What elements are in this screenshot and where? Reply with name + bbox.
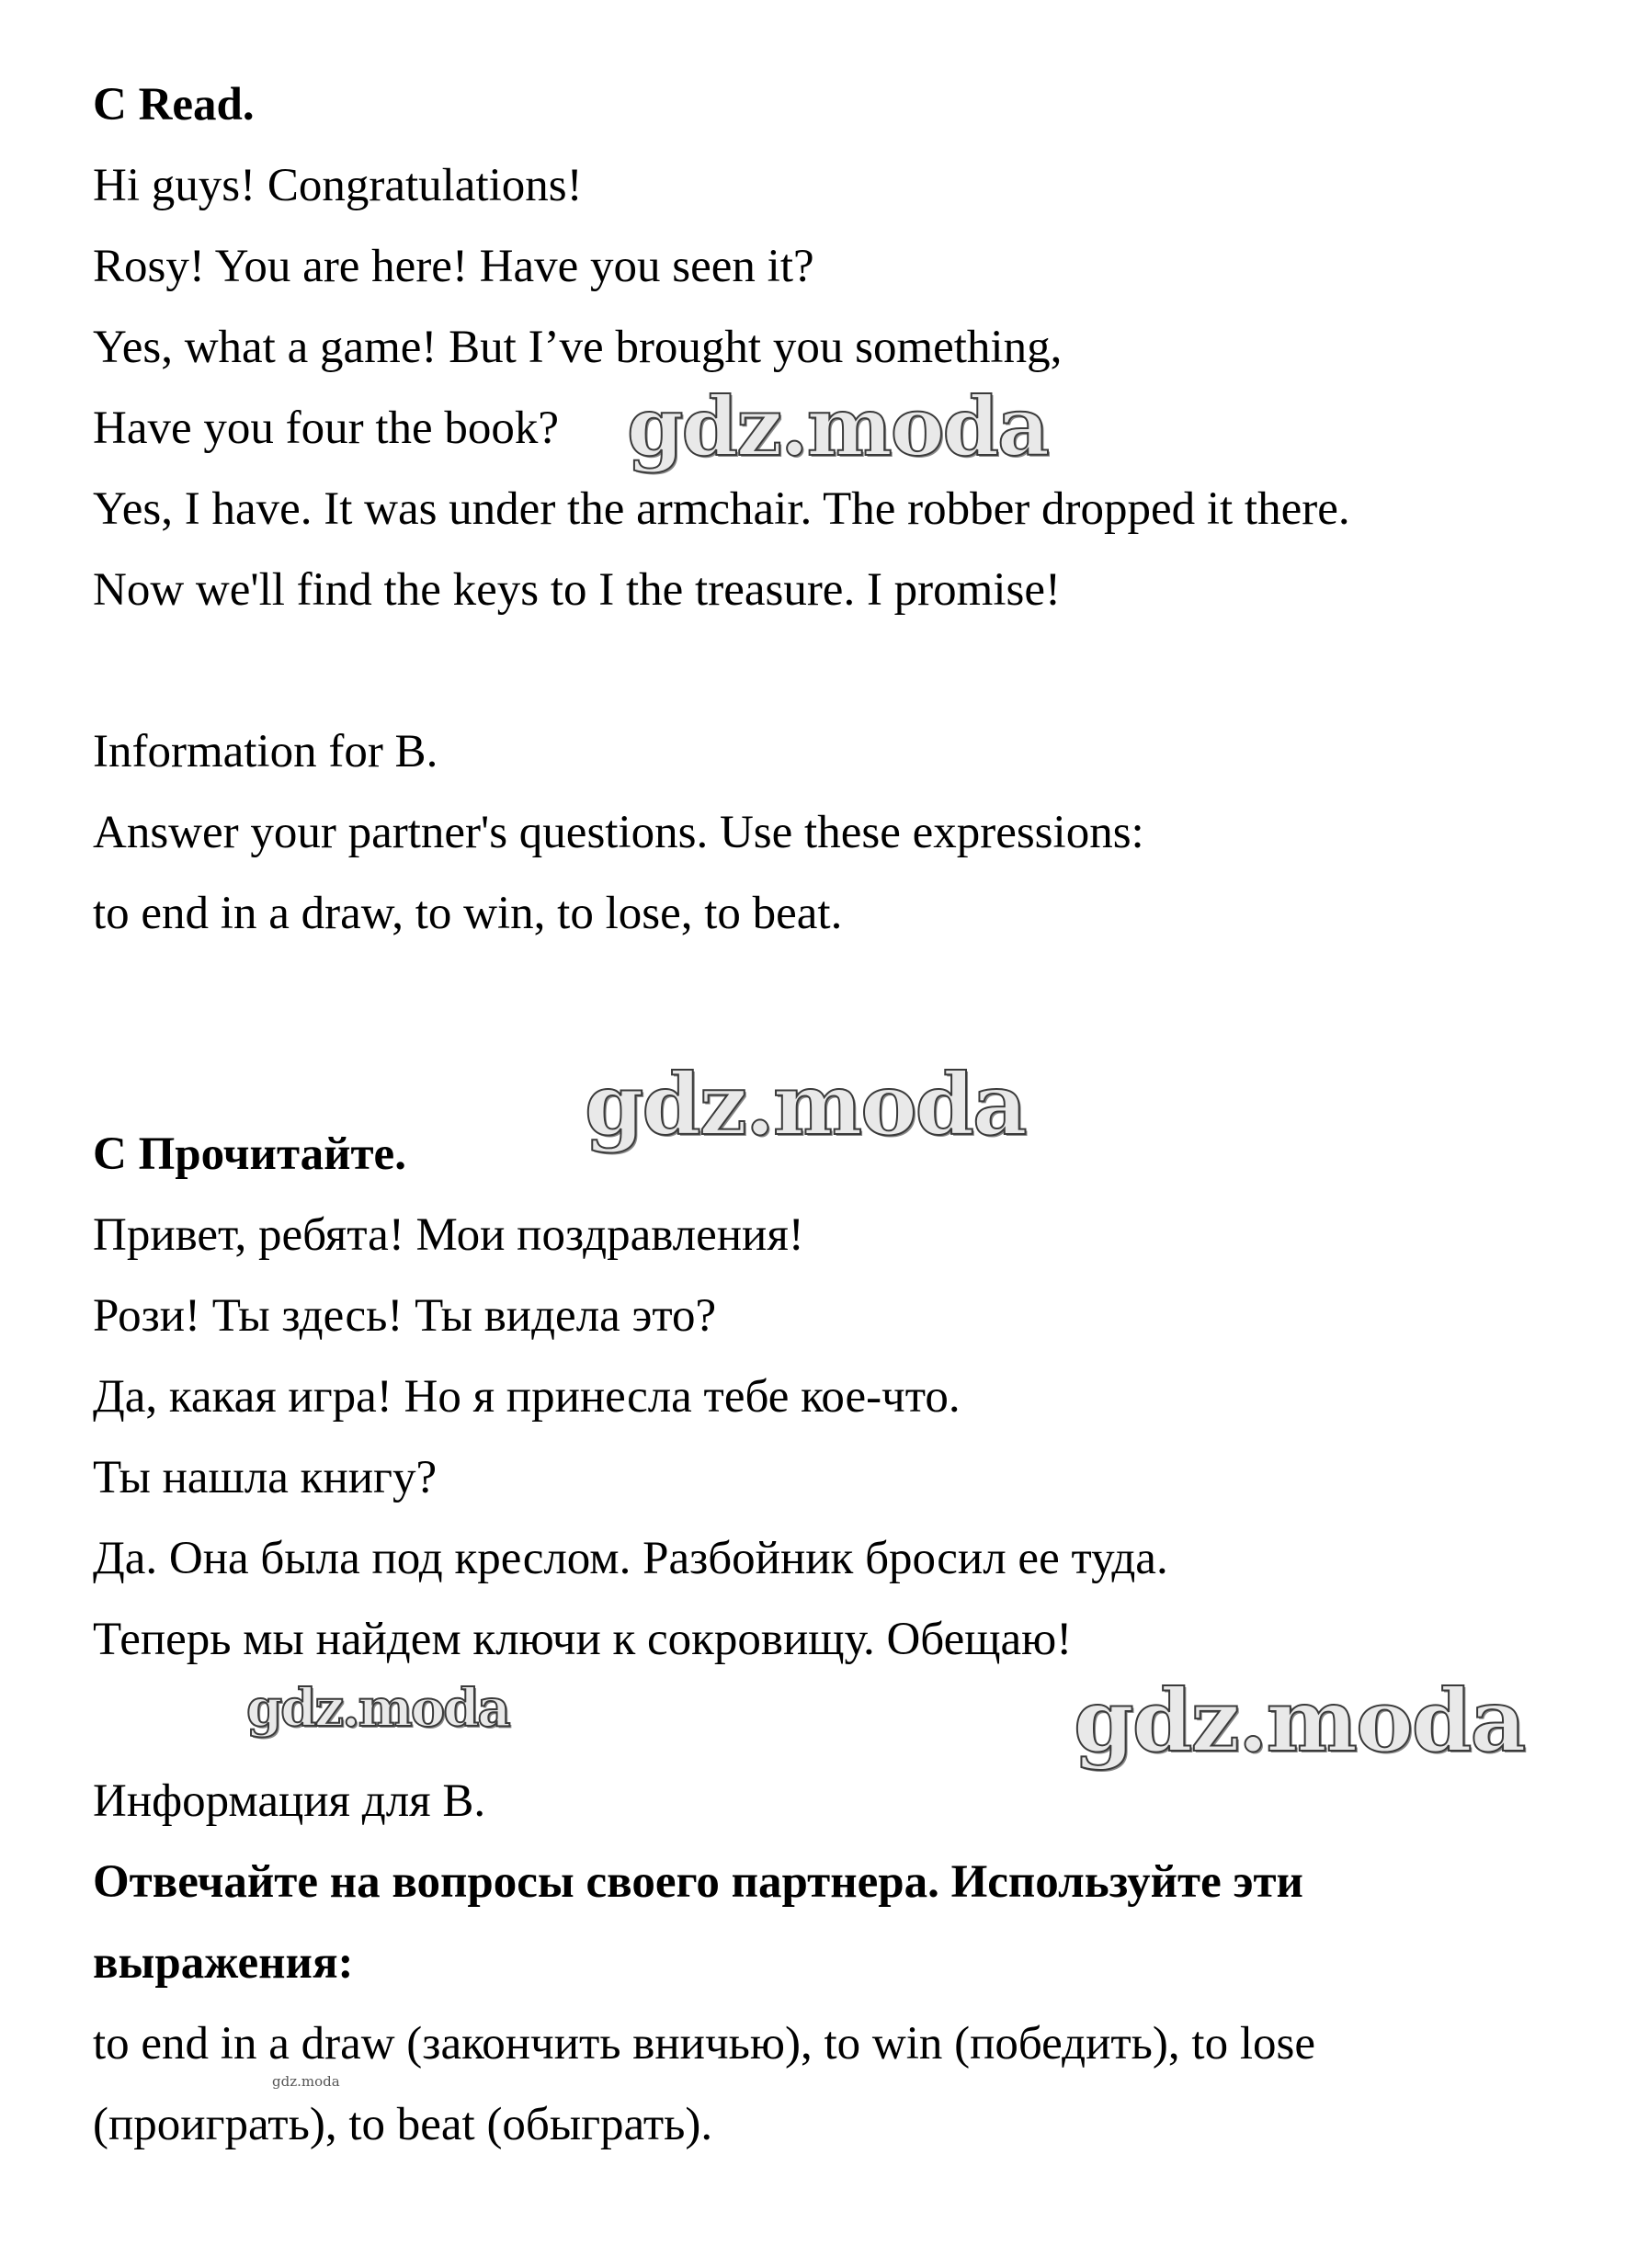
english-line-1: Hi guys! Congratulations! [93,160,583,211]
russian-expressions-line-1: to end in a draw (закончить вничью), to win (победить), to lose [93,2018,1315,2070]
watermark-small: gdz.moda [272,2073,340,2090]
english-line-5: Yes, I have. It was under the armchair. The robber dropped it there. [93,483,1350,535]
russian-heading: С Прочитайте. [93,1128,406,1180]
english-line-3: Yes, what a game! But I’ve brought you something, [93,322,1063,373]
english-line-4: Have you four the book? [93,403,560,454]
watermark-3: gdz.moda [246,1678,509,1739]
english-heading: C Read. [93,79,255,130]
russian-line-1: Привет, ребята! Мои поздравления! [93,1209,804,1261]
english-line-2: Rosy! You are here! Have you seen it? [93,241,814,292]
russian-line-2: Рози! Ты здесь! Ты видела это? [93,1290,717,1342]
russian-instruction-line-1: Отвечайте на вопросы своего партнера. Используйте эти [93,1856,1303,1908]
russian-instruction-line-2: выражения: [93,1937,354,1989]
russian-line-3: Да, какая игра! Но я принесла тебе кое-что. [93,1371,961,1423]
english-info-title: Information for B. [93,726,438,777]
russian-expressions-line-2: (проиграть), to beat (обыграть). [93,2099,713,2150]
russian-line-4: Ты нашла книгу? [93,1452,438,1503]
watermark-2: gdz.moda [585,1055,1026,1154]
russian-line-6: Теперь мы найдем ключи к сокровищу. Обещаю! [93,1614,1073,1665]
watermark-4: gdz.moda [1074,1671,1525,1772]
english-instruction: Answer your partner's questions. Use these expressions: [93,807,1144,858]
russian-line-5: Да. Она была под креслом. Разбойник бросил ее туда. [93,1533,1168,1584]
watermark-1: gdz.moda [627,379,1049,474]
russian-info-title: Информация для В. [93,1775,486,1827]
english-expressions: to end in a draw, to win, to lose, to beat. [93,888,843,939]
english-line-6: Now we'll find the keys to I the treasure. I promise! [93,564,1061,616]
